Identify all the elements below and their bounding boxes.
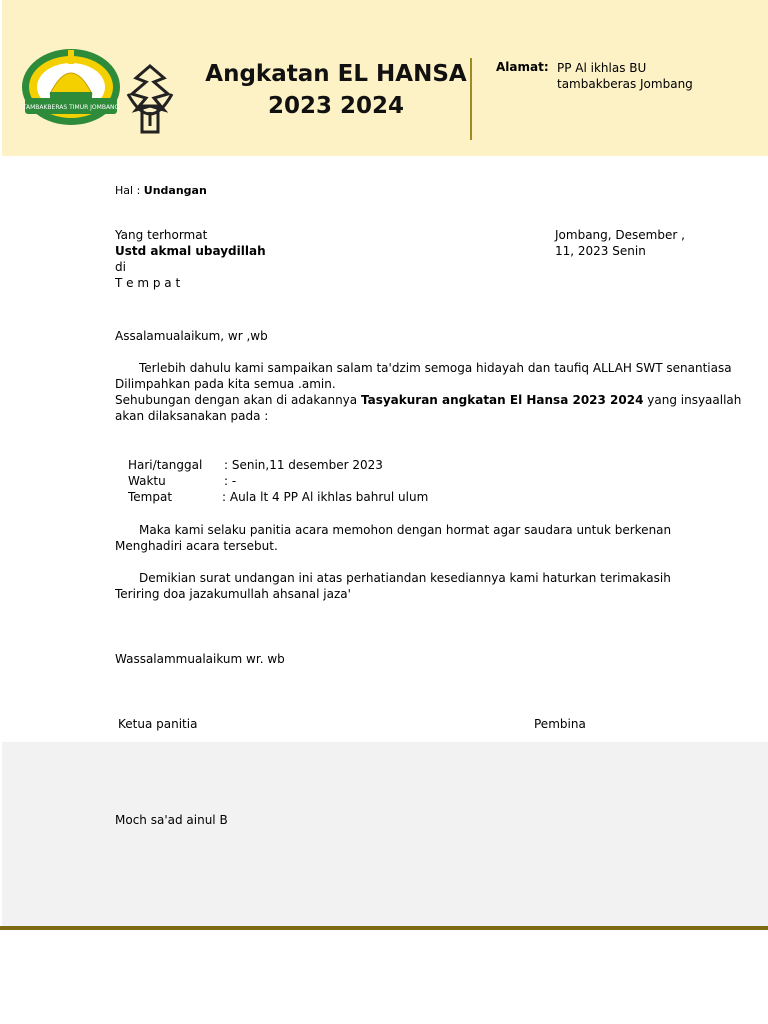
subject-label: Hal : — [115, 184, 144, 197]
subject-value: Undangan — [143, 184, 207, 197]
para2-post: yang insyaallah — [643, 393, 742, 407]
svg-text:TAMBAKBERAS TIMUR JOMBANG: TAMBAKBERAS TIMUR JOMBANG — [22, 104, 120, 111]
para1-line2: Dilimpahkan pada kita semua .amin. — [115, 377, 336, 391]
header-title-line1: Angkatan EL HANSA — [205, 61, 467, 87]
address-line1: PP Al ikhlas BU — [557, 61, 647, 75]
para3-line1: Maka kami selaku panitia acara memohon dengan hormat agar saudara untuk berkenan — [139, 523, 672, 537]
sign-left-name: Moch sa'ad ainul B — [115, 813, 228, 827]
sign-left-title: Ketua panitia — [118, 717, 198, 731]
para4-line1: Demikian surat undangan ini atas perhatiandan kesediannya kami haturkan terimakasih — [139, 571, 671, 585]
greeting: Assalamualaikum, wr ,wb — [115, 329, 268, 343]
event-name: Tasyakuran angkatan El Hansa 2023 2024 — [360, 393, 644, 407]
closing: Wassalammualaikum wr. wb — [115, 652, 285, 666]
detail-place-label: Tempat — [128, 490, 173, 504]
recipient-line4: T e m p a t — [115, 276, 181, 290]
detail-time-value: : - — [224, 474, 237, 488]
para4-line2: Teriring doa jazakumullah ahsanal jaza' — [115, 587, 351, 601]
letterhead — [2, 0, 768, 156]
ornament-logo — [124, 64, 176, 136]
detail-day-value: : Senin,11 desember 2023 — [224, 458, 383, 472]
detail-day-label: Hari/tanggal — [128, 458, 203, 472]
footer-rule — [0, 926, 768, 930]
recipient-name: Ustd akmal ubaydillah — [115, 244, 266, 258]
subject-line — [115, 183, 207, 199]
address-label: Alamat: — [496, 60, 549, 74]
header-title — [198, 58, 474, 122]
para3-line2: Menghadiri acara tersebut. — [115, 539, 278, 553]
header-title-line2: 2023 2024 — [267, 93, 405, 119]
sign-right-title: Pembina — [534, 717, 586, 731]
detail-time-label: Waktu — [128, 474, 166, 488]
address-text — [557, 60, 757, 92]
para1-line1: Terlebih dahulu kami sampaikan salam ta'dzim semoga hidayah dan taufiq ALLAH SWT senantiasa — [139, 361, 732, 375]
detail-place-value: : Aula lt 4 PP Al ikhlas bahrul ulum — [222, 490, 429, 504]
date-line2: 11, 2023 Senin — [555, 244, 646, 258]
school-emblem-logo — [20, 44, 122, 130]
para2-line2: akan dilaksanakan pada : — [115, 409, 269, 423]
header-divider — [470, 58, 472, 140]
signature-area — [2, 742, 768, 926]
para2-pre: Sehubungan dengan akan di adakannya — [115, 393, 361, 407]
recipient-line3: di — [115, 260, 126, 274]
address-line2: tambakberas Jombang — [557, 77, 693, 91]
date-line1: Jombang, Desember , — [555, 228, 685, 242]
recipient-line1: Yang terhormat — [115, 228, 208, 242]
para2-line1 — [115, 392, 741, 408]
